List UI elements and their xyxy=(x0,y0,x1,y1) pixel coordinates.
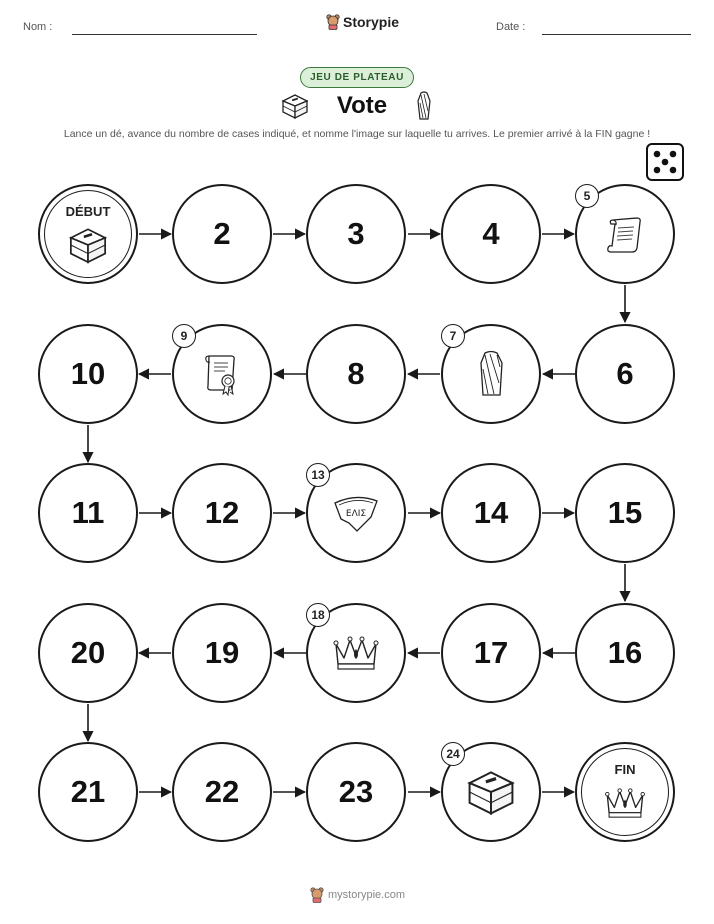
board-cell-5 xyxy=(575,184,675,284)
brand-name: Storypie xyxy=(343,14,400,30)
ballot-box-icon xyxy=(65,225,111,265)
toga-icon xyxy=(474,349,508,399)
cell-number: 16 xyxy=(607,635,643,670)
crown-icon xyxy=(602,784,648,822)
board-cell-2 xyxy=(172,184,272,284)
cell-number: 19 xyxy=(204,635,240,670)
bear-mascot-icon xyxy=(310,887,324,903)
end-cell xyxy=(575,742,675,842)
ostracon-icon xyxy=(331,491,381,535)
board-cell-9 xyxy=(172,324,272,424)
cell-number: 11 xyxy=(71,495,105,530)
cell-number: 23 xyxy=(338,774,374,809)
cell-number-badge: 13 xyxy=(306,463,330,487)
cell-number-badge: 18 xyxy=(306,603,330,627)
cell-number-badge: 5 xyxy=(575,184,599,208)
start-cell xyxy=(38,184,138,284)
date-label: Date : xyxy=(496,21,526,33)
end-label: FIN xyxy=(614,762,636,777)
footer-url[interactable]: mystorypie.com xyxy=(328,889,406,901)
cell-number: 17 xyxy=(473,635,509,670)
board-cell-6 xyxy=(575,324,675,424)
cell-number-badge: 9 xyxy=(172,324,196,348)
cell-number: 22 xyxy=(204,774,240,809)
cell-number: 2 xyxy=(213,216,231,251)
start-label: DÉBUT xyxy=(65,204,111,219)
cell-number: 15 xyxy=(607,495,643,530)
footer xyxy=(310,887,405,903)
board-cell-7 xyxy=(441,324,541,424)
board-cell-17 xyxy=(441,603,541,703)
cell-number: 12 xyxy=(204,495,240,530)
board-cell-19 xyxy=(172,603,272,703)
cell-number-badge: 24 xyxy=(441,742,465,766)
board-cell-22 xyxy=(172,742,272,842)
cell-number: 21 xyxy=(70,774,106,809)
cell-number: 8 xyxy=(347,356,365,391)
instructions: Lance un dé, avance du nombre de cases indiqué, et nomme l'image sur laquelle tu arrives. Le premier arrivé à la FIN gagne ! xyxy=(63,128,651,140)
cell-number: 3 xyxy=(347,216,365,251)
name-label: Nom : xyxy=(23,21,53,33)
board-cell-21 xyxy=(38,742,138,842)
board-cell-16 xyxy=(575,603,675,703)
scroll-icon xyxy=(603,212,647,256)
cell-number: 10 xyxy=(70,356,106,391)
board-cell-10 xyxy=(38,324,138,424)
board-cell-14 xyxy=(441,463,541,563)
cell-number: 14 xyxy=(473,495,509,530)
board-cell-12 xyxy=(172,463,272,563)
cell-number: 4 xyxy=(482,216,500,251)
cell-number: 20 xyxy=(70,635,106,670)
cell-number: 6 xyxy=(616,356,634,391)
board-cell-3 xyxy=(306,184,406,284)
board-cell-23 xyxy=(306,742,406,842)
board-cell-13 xyxy=(306,463,406,563)
board-cell-15 xyxy=(575,463,675,563)
board-cell-24 xyxy=(441,742,541,842)
certificate-icon xyxy=(199,350,245,398)
crown-icon xyxy=(330,632,382,674)
board-cell-8 xyxy=(306,324,406,424)
cell-number-badge: 7 xyxy=(441,324,465,348)
board-cell-4 xyxy=(441,184,541,284)
board-cell-18 xyxy=(306,603,406,703)
board-cell-11 xyxy=(38,463,138,563)
game-type-badge: JEU DE PLATEAU xyxy=(300,67,414,88)
ballot-box-icon xyxy=(463,767,519,817)
board-cell-20 xyxy=(38,603,138,703)
page-title: Vote xyxy=(336,92,388,119)
ostracon-text: ΕΛΙΣ xyxy=(345,509,367,519)
